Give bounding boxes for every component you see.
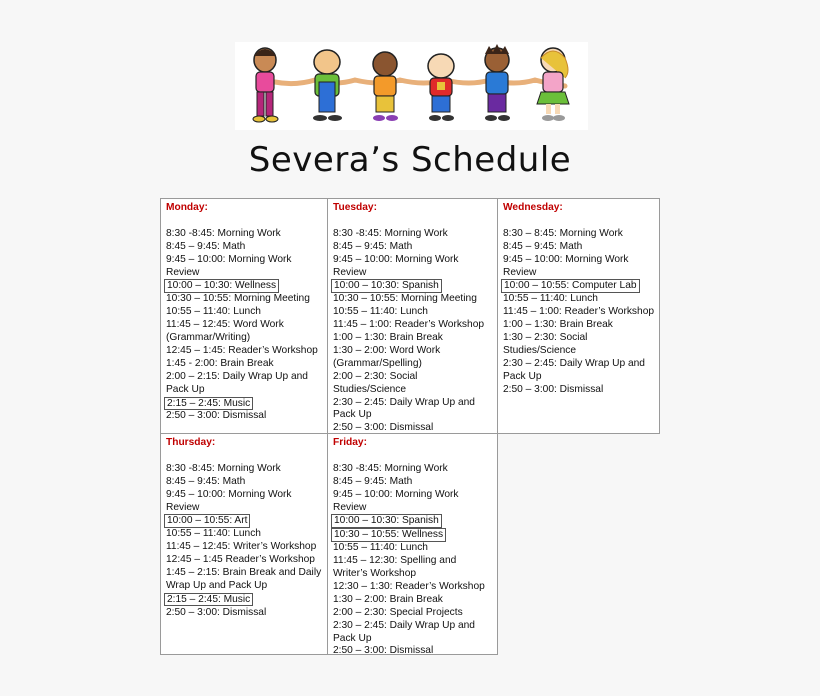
schedule-item [333,542,493,555]
day-cell-monday [160,198,328,434]
schedule-item-text: 2:50 – 3:00: Dismissal [166,606,267,618]
schedule-item [166,254,323,280]
schedule-item [333,555,493,581]
schedule-item-text: 10:55 – 11:40: Lunch [503,293,598,305]
schedule-item [503,332,655,358]
schedule-item-text: 8:45 – 9:45: Math [503,240,583,252]
schedule-item [503,293,655,306]
schedule-item [333,489,493,515]
schedule-item-text: 11:45 – 1:00: Reader’s Workshop [503,306,655,318]
special-class-label: 10:00 – 10:30: Spanish [331,279,442,293]
schedule-item [166,397,323,411]
schedule-item-text: 2:30 – 2:45: Daily Wrap Up and Pack Up [333,619,475,644]
schedule-item-text: 10:55 – 11:40: Lunch [166,306,261,318]
schedule-item [166,293,323,306]
schedule-item [333,319,493,332]
schedule-item [503,228,655,241]
schedule-item-text: 10:55 – 11:40: Lunch [333,542,428,554]
special-class-label: 10:30 – 10:55: Wellness [331,528,446,542]
schedule-item [333,476,493,489]
special-class-label: 2:15 – 2:45: Music [164,397,253,411]
schedule-item [333,306,493,319]
special-class-label: 10:00 – 10:30: Spanish [331,514,442,528]
schedule-item [333,332,493,345]
schedule-item-text: 8:45 – 9:45: Math [166,240,246,252]
schedule-item-text: 8:30 -8:45: Morning Work [166,462,281,474]
schedule-item-text: 2:50 – 3:00: Dismissal [166,410,267,422]
schedule-item-text: 2:30 – 2:45: Daily Wrap Up and Pack Up [503,357,645,382]
schedule-item [166,241,323,254]
schedule-item-text: 8:45 – 9:45: Math [166,475,246,487]
schedule-item-text: 10:30 – 10:55: Morning Meeting [166,293,310,305]
schedule-item-text: 11:45 – 12:45: Writer’s Workshop [166,541,317,553]
schedule-item-text: 9:45 – 10:00: Morning Work Review [166,253,292,278]
schedule-item [333,228,493,241]
day-cell-tuesday [327,198,498,434]
schedule-item [333,607,493,620]
schedule-item [503,254,655,280]
schedule-item [333,371,493,397]
day-heading: Monday: [166,202,208,213]
special-class-label: 10:00 – 10:55: Computer Lab [501,279,640,293]
day-heading: Friday: [333,437,367,448]
schedule-item [166,593,323,607]
day-cell-friday [327,433,498,655]
schedule-item [333,254,493,280]
schedule-item [333,397,493,423]
schedule-item-text: 2:50 – 3:00: Dismissal [503,383,604,395]
schedule-item-text: 8:45 – 9:45: Math [333,240,413,252]
schedule-item [333,463,493,476]
schedule-item-text: 11:45 – 1:00: Reader’s Workshop [333,319,485,331]
schedule-item-text: 1:45 - 2:00: Brain Break [166,357,274,369]
schedule-item [166,463,323,476]
schedule-item [166,514,323,528]
schedule-item-text: 11:45 – 12:30: Spelling and Writer’s Workshop [333,555,457,580]
day-cell-wednesday [497,198,660,434]
schedule-item-text: 8:30 -8:45: Morning Work [333,227,448,239]
schedule-item [166,371,323,397]
day-heading: Thursday: [166,437,216,448]
schedule-item-text: 1:45 – 2:15: Brain Break and Daily Wrap Up and Pack Up [166,567,322,591]
schedule-item [166,279,323,293]
schedule-item [166,306,323,319]
schedule-item-text: 2:50 – 3:00: Dismissal [333,645,434,657]
schedule-item [166,607,323,620]
special-class-label: 10:00 – 10:55: Art [164,514,250,528]
schedule-item [166,554,323,567]
schedule-item [333,345,493,371]
schedule-item-text: 1:30 – 2:00: Word Work (Grammar/Spelling) [333,344,441,369]
schedule-item-text: 11:45 – 12:45: Word Work (Grammar/Writing) [166,319,284,344]
schedule-item [166,358,323,371]
schedule-item [166,476,323,489]
schedule-item [166,489,323,515]
children-holding-hands-icon [235,42,588,130]
schedule-item-text: 1:30 – 2:00: Brain Break [333,593,443,605]
schedule-item-text: 9:45 – 10:00: Morning Work Review [333,488,459,513]
schedule-item [503,279,655,293]
schedule-item [333,581,493,594]
schedule-item [166,345,323,358]
schedule-item-text: 10:30 – 10:55: Morning Meeting [333,293,477,305]
special-class-label: 10:00 – 10:30: Wellness [164,279,279,293]
schedule-item-text: 8:30 -8:45: Morning Work [166,227,281,239]
schedule-item [166,541,323,554]
schedule-item-text: 8:30 – 8:45: Morning Work [503,227,623,239]
schedule-item-text: 12:30 – 1:30: Reader’s Workshop [333,580,485,592]
schedule-item-text: 2:00 – 2:15: Daily Wrap Up and Pack Up [166,370,308,395]
schedule-item [333,241,493,254]
page-title: Severa’s Schedule [248,140,572,180]
schedule-item-text: 10:55 – 11:40: Lunch [333,306,428,318]
schedule-item-text: 2:00 – 2:30: Special Projects [333,606,463,618]
schedule-item-text: 9:45 – 10:00: Morning Work Review [503,253,629,278]
schedule-item [166,319,323,345]
schedule-item-text: 1:30 – 2:30: Social Studies/Science [503,332,588,356]
schedule-item [166,410,323,423]
schedule-item-text: 9:45 – 10:00: Morning Work Review [166,488,292,513]
schedule-item [503,319,655,332]
schedule-item [333,514,493,528]
schedule-item [333,279,493,293]
schedule-item-text: 12:45 – 1:45: Reader’s Workshop [166,344,318,356]
special-class-label: 2:15 – 2:45: Music [164,593,253,607]
schedule-item-text: 8:30 -8:45: Morning Work [333,462,448,474]
schedule-item-text: 2:30 – 2:45: Daily Wrap Up and Pack Up [333,396,475,421]
schedule-item [503,384,655,397]
schedule-item-text: 2:50 – 3:00: Dismissal [333,422,434,434]
schedule-item [503,306,655,319]
schedule-item-text: 2:00 – 2:30: Social Studies/Science [333,370,418,395]
schedule-item [166,567,323,593]
schedule-item [503,358,655,384]
schedule-item [333,293,493,306]
schedule-item [333,528,493,542]
schedule-item-text: 9:45 – 10:00: Morning Work Review [333,253,459,278]
schedule-item-text: 1:00 – 1:30: Brain Break [503,319,613,331]
schedule-item-text: 8:45 – 9:45: Math [333,475,413,487]
schedule-item [333,594,493,607]
day-heading: Wednesday: [503,202,563,213]
schedule-item [333,620,493,646]
day-cell-thursday [160,433,328,655]
schedule-item [503,241,655,254]
schedule-item-text: 10:55 – 11:40: Lunch [166,528,261,540]
day-heading: Tuesday: [333,202,377,213]
schedule-item [333,645,493,658]
schedule-item [166,228,323,241]
schedule-item [166,528,323,541]
schedule-item-text: 12:45 – 1:45 Reader’s Workshop [166,554,315,566]
schedule-item-text: 1:00 – 1:30: Brain Break [333,332,443,344]
